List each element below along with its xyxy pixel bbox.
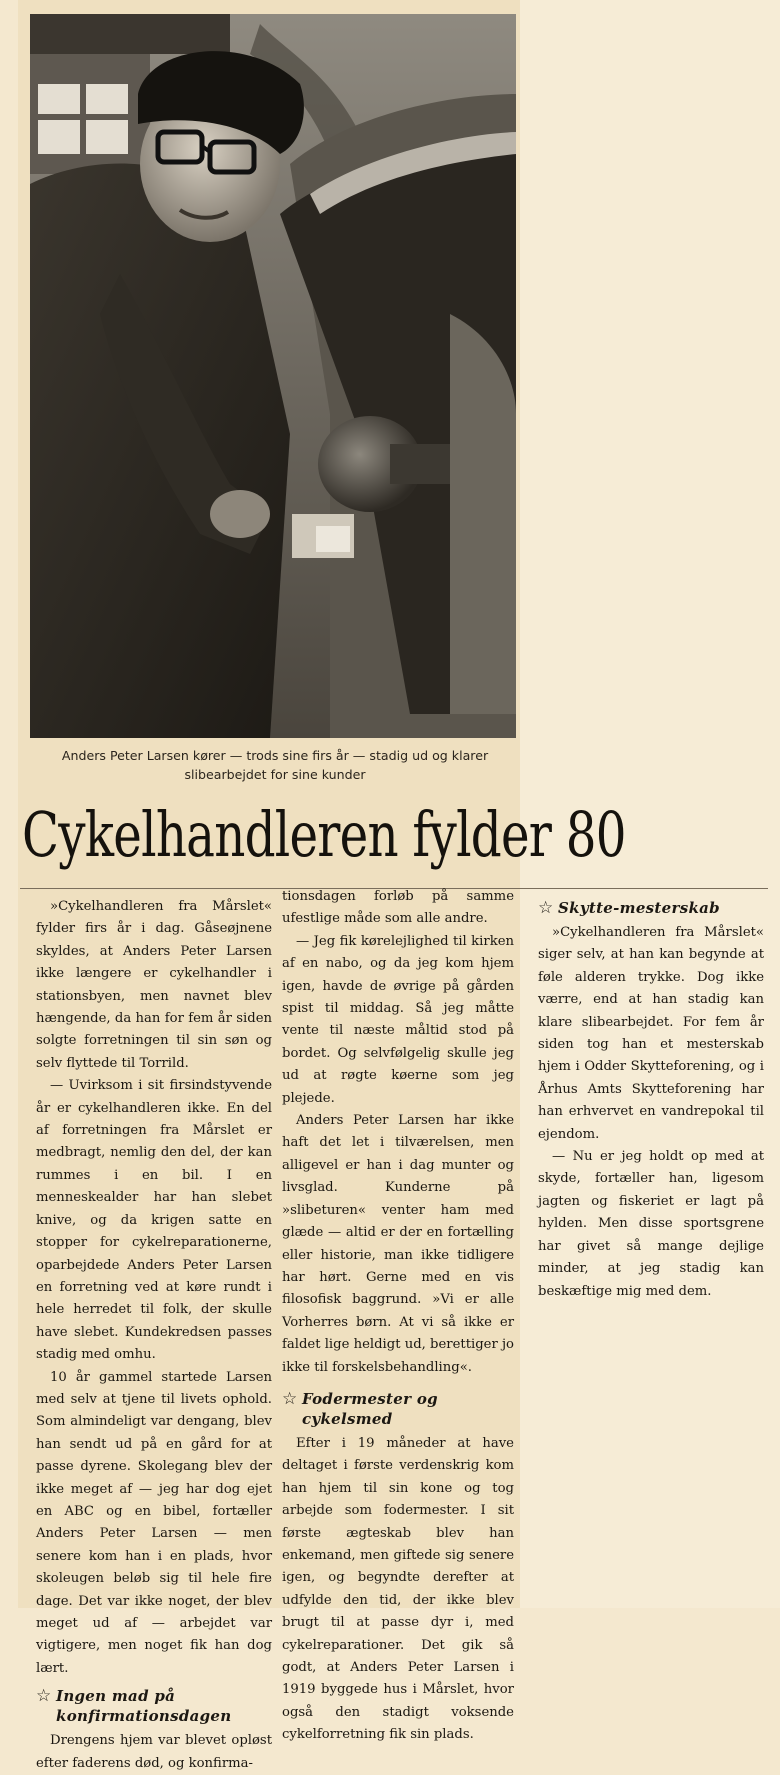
article-paragraph: »Cykelhandleren fra Mårslet« fylder firs år i dag. Gåseøjnene skyldes, at Anders Peter Larsen ikke længere er cykelhandler i stationsbyen, men navnet blev hængende, da han for fem år siden solgte forretningen til sin søn og selv flyttede til Torrild. — [36, 899, 272, 1071]
article-column-3 — [538, 898, 764, 1303]
article-paragraph: »Cykelhandleren fra Mårslet« siger selv, at han kan begynde at føle alderen trykke. Dog ikke værre, end at han stadig kan klare slibearbejdet. For fem år siden tog han et mesterskab hjem i Odder Skytteforening, og i Århus Amts Skytteforening har han erhvervet en vandrepokal til ejendom. — [538, 925, 764, 1142]
subhead-text: Ingen mad på konfirmationsdagen — [56, 1687, 232, 1726]
column-rule-right — [528, 888, 768, 889]
article-paragraph: tionsdagen forløb på samme ufestlige måde som alle andre. — [282, 889, 514, 927]
subhead-text: Fodermester og cykelsmed — [302, 1389, 438, 1428]
star-icon: ☆ — [538, 898, 554, 918]
subhead-fodermester — [282, 1389, 514, 1429]
caption-line-1: Anders Peter Larsen kører — trods sine firs år — stadig ud og klarer — [61, 748, 489, 763]
star-icon: ☆ — [36, 1686, 52, 1707]
article-column-2 — [282, 886, 514, 1747]
article-column-1 — [36, 896, 272, 1775]
subhead-text: Skytte-mesterskab — [558, 899, 720, 917]
photo-caption — [28, 746, 522, 784]
article-paragraph: — Uvirksom i sit firsindstyvende år er cykelhandleren ikke. En del af forretningen fra Mårslet er medbragt, nemlig den del, der kan rummes i en bil. I en menneskealder har han slebet knive, og da krigen satte en stopper for cykelreparationerne, oparbejdede Anders Peter Larsen en forretning ved at køre rundt i hele herredet til folk, der skulle have slebet. Kundekredsen passes stadig med omhu. — [36, 1078, 272, 1363]
article-paragraph: — Nu er jeg holdt op med at skyde, fortæller han, ligesom jagten og fiskeriet er lagt på hylden. Men disse sportsgrene har givet så mange dejlige minder, at jeg stadig kan beskæftige mig med dem. — [538, 1149, 764, 1299]
article-paragraph: Anders Peter Larsen har ikke haft det let i tilværelsen, men alligevel er han i dag munter og livsglad. Kunderne på »slibeturen« venter ham med glæde — altid er der en fortælling eller historie, man ikke tidligere har hørt. Gerne med en vis filosofisk baggrund. »Vi er alle Vorherres børn. At vi så ikke er faldet lige heldigt ud, berettiger jo ikke til forskelsbehandling«. — [282, 1113, 514, 1375]
subhead-skytte — [538, 898, 764, 918]
photo-portrait-icon — [30, 14, 516, 738]
article-paragraph: Drengens hjem var blevet opløst efter faderens død, og konfirma- — [36, 1733, 272, 1771]
article-paragraph: — Jeg fik kørelejlighed til kirken af en nabo, og da jeg kom hjem igen, havde de øvrige på gården spist til middag. Så jeg måtte vente til næste måltid stod på bordet. Og selvfølgelig skulle jeg ud at røgte køerne som jeg plejede. — [282, 933, 514, 1106]
article-paragraph: 10 år gammel startede Larsen med selv at tjene til livets ophold. Som almindeligt var dengang, blev han sendt ud på en gård for at passe dyrene. Skolegang blev der ikke meget af — jeg har dog ejet en ABC og en bibel, fortæller Anders Peter Larsen — men senere kom han i en plads, hvor skoleugen beløb sig til hele fire dage. Det var ikke noget, der blev meget ud af — arbejdet var vigtigere, men noget fik han dog lært. — [36, 1369, 272, 1676]
news-photo — [30, 14, 516, 738]
caption-line-2: slibearbejdet for sine kunder — [184, 767, 366, 782]
subhead-ingen-mad — [36, 1686, 272, 1726]
star-icon: ☆ — [282, 1388, 298, 1409]
article-paragraph: Efter i 19 måneder at have deltaget i første verdenskrig kom han hjem til sin kone og tog arbejde som fodermester. I sit første ægteskab blev han enkemand, men giftede sig senere igen, og begyndte derefter at udfylde den tid, der ikke blev brugt til at passe dyr i, med cykelreparationer. Det gik så godt, at Anders Peter Larsen i 1919 byggede hus i Mårslet, hvor også den stadigt voksende cykelforretning fik sin plads. — [282, 1435, 514, 1743]
headline: Cykelhandleren fylder 80 — [22, 798, 626, 871]
